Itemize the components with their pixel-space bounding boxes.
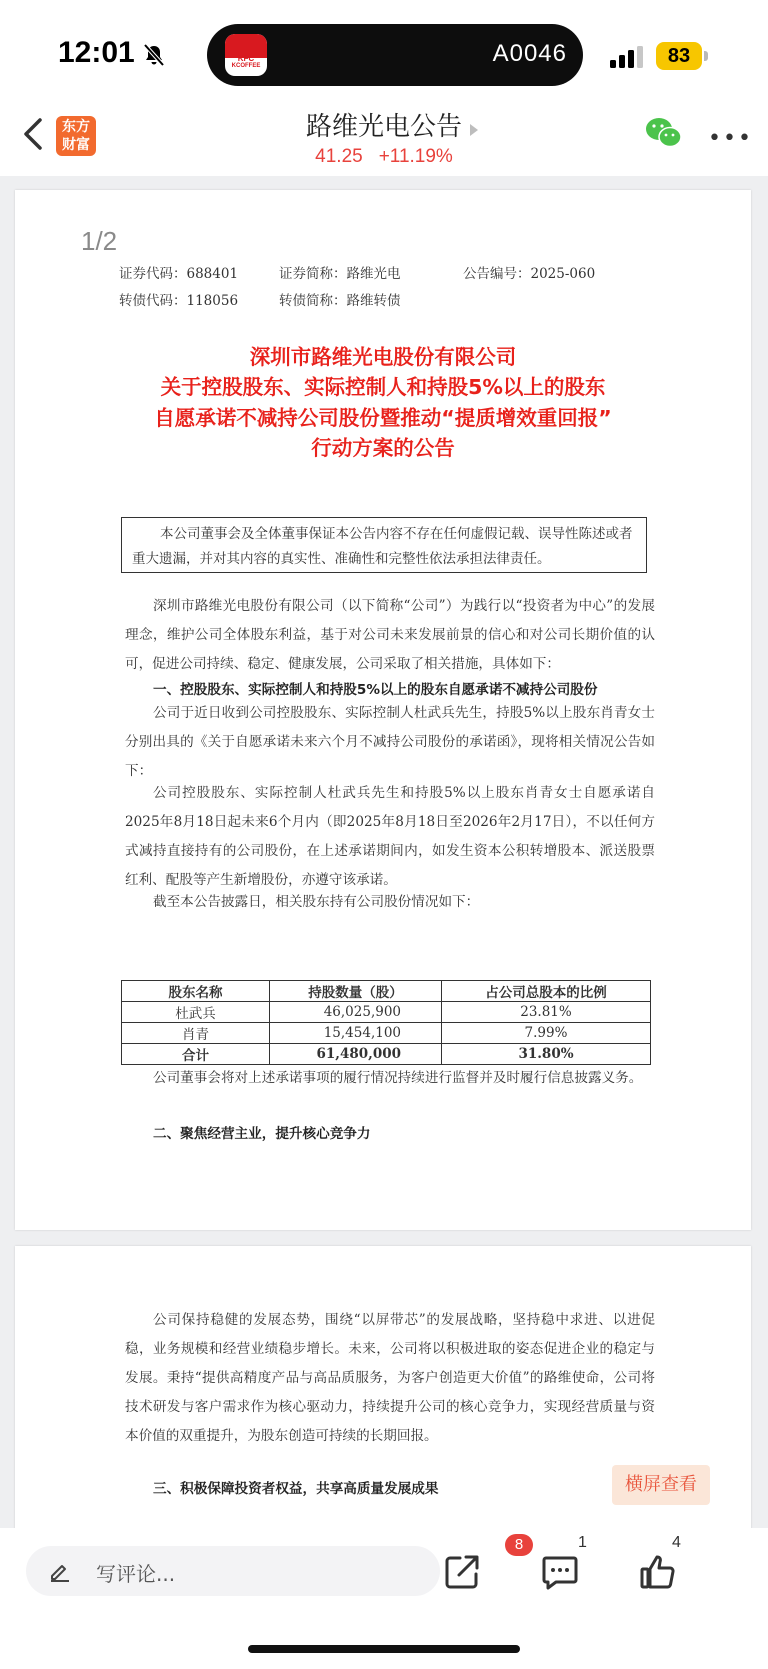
comment-placeholder: 写评论... xyxy=(96,1562,176,1586)
announcement-title-line-4: 行动方案的公告 xyxy=(311,436,455,460)
logo-line1: 东方 xyxy=(62,119,90,135)
pencil-icon xyxy=(48,1559,72,1583)
table-row xyxy=(122,1023,651,1044)
comment-count: 1 xyxy=(578,1534,587,1551)
table-cell: 46,025,900 xyxy=(270,1002,442,1023)
island-order-code: A0046 xyxy=(492,40,567,67)
kfc-logo-text: KFC xyxy=(237,54,255,63)
comment-input[interactable] xyxy=(26,1546,440,1596)
announcement-title-line-2: 关于控股股东、实际控制人和持股5%以上的股东 xyxy=(160,375,606,399)
security-short-name: 证券简称：路维光电 xyxy=(279,266,401,282)
document-page-1 xyxy=(15,190,751,1230)
chevron-right-icon[interactable] xyxy=(470,124,478,136)
table-cell: 合计 xyxy=(122,1044,270,1065)
table-cell: 7.99% xyxy=(442,1023,651,1044)
section-1-paragraph-1: 公司于近日收到公司控股股东、实际控制人杜武兵先生，持股5%以上股东肖青女士分别出具的《关于自愿承诺未来六个月不减持公司股份的承诺函》，现将相关情况公告如下： xyxy=(125,705,655,779)
battery-indicator: 83 xyxy=(656,42,702,70)
kcoffee-logo-text: KCOFFEE xyxy=(231,63,261,69)
home-indicator[interactable] xyxy=(248,1645,520,1653)
dynamic-island[interactable] xyxy=(207,24,583,86)
signal-icon xyxy=(610,46,644,68)
stock-price: 41.25 xyxy=(315,146,363,167)
table-row xyxy=(122,1002,651,1023)
section-3-heading: 三、积极保障投资者权益，共享高质量发展成果 xyxy=(153,1481,439,1497)
shareholding-table xyxy=(121,980,651,1065)
logo-line2: 财富 xyxy=(62,137,90,153)
comment-icon[interactable] xyxy=(540,1552,580,1592)
table-total-row xyxy=(122,1044,651,1065)
more-options-icon[interactable]: ••• xyxy=(708,126,753,151)
table-cell: 31.80% xyxy=(442,1044,651,1065)
kfc-app-icon xyxy=(225,34,267,76)
table-cell: 杜武兵 xyxy=(122,1002,270,1023)
table-cell: 61,480,000 xyxy=(270,1044,442,1065)
announcement-title-line-3: 自愿承诺不减持公司股份暨推动“提质增效重回报” xyxy=(154,406,612,430)
navigation-bar xyxy=(0,96,768,176)
table-cell: 15,454,100 xyxy=(270,1023,442,1044)
section-2-heading: 二、聚焦经营主业，提升核心竞争力 xyxy=(153,1126,371,1142)
wechat-share-icon[interactable] xyxy=(644,116,684,150)
landscape-view-button[interactable]: 横屏查看 xyxy=(612,1465,710,1505)
stock-change: +11.19% xyxy=(378,146,453,167)
bell-muted-icon xyxy=(142,44,166,66)
thumbs-up-icon[interactable] xyxy=(638,1552,678,1592)
share-icon[interactable] xyxy=(442,1552,482,1592)
page-title: 路维光电公告 xyxy=(305,112,462,142)
section-1-heading: 一、控股股东、实际控制人和持股5%以上的股东自愿承诺不减持公司股份 xyxy=(153,682,598,698)
section-1-paragraph-3: 截至本公告披露日，相关股东持有公司股份情况如下： xyxy=(153,894,480,910)
table-header-row xyxy=(122,981,651,1002)
table-cell: 23.81% xyxy=(442,1002,651,1023)
section-2-paragraph: 公司保持稳健的发展态势，围绕“以屏带芯”的发展战略，坚持稳中求进、以进促稳，业务规模和经营业绩稳步增长。未来，公司将以积极进取的姿态促进企业的稳定与发展。秉持“提供高精度产品与高品质服务，为客户创造更大价值”的路维使命，公司将技术研发与客户需求作为核心驱动力，持续提升公司的核心竞争力，实现经营质量与资本价值的双重提升，为股东创造可持续的长期回报。 xyxy=(125,1312,655,1444)
section-1-paragraph-4: 公司董事会将对上述承诺事项的履行情况持续进行监督并及时履行信息披露义务。 xyxy=(153,1070,643,1086)
column-header: 股东名称 xyxy=(122,981,270,1002)
security-code: 证券代码：688401 xyxy=(119,266,239,282)
page-indicator: 1/2 xyxy=(81,226,118,256)
intro-paragraph: 深圳市路维光电股份有限公司（以下简称“公司”）为践行以“投资者为中心”的发展理念，维护公司全体股东利益，基于对公司未来发展前景的信心和对公司长期价值的认可，促进公司持续、稳定、健康发展，公司采取了相关措施，具体如下： xyxy=(125,598,655,672)
bottom-action-bar xyxy=(0,1528,768,1669)
announcement-title-line-1: 深圳市路维光电股份有限公司 xyxy=(249,345,517,369)
announcement-number: 公告编号：2025-060 xyxy=(463,266,596,282)
battery-tip xyxy=(704,51,708,61)
like-count: 4 xyxy=(672,1534,681,1551)
bond-short-name: 转债简称：路维转债 xyxy=(279,293,401,309)
section-1-paragraph-2: 公司控股股东、实际控制人杜武兵先生和持股5%以上股东肖青女士自愿承诺自2025年8月18日起未来6个月内（即2025年8月18日至2026年2月17日），不以任何方式减持直接持有的公司股份，在上述承诺期间内，如发生资本公积转增股本、派送股票红利、配股等产生新增股份，亦遵守该承诺。 xyxy=(125,785,655,888)
status-bar xyxy=(0,0,768,96)
bond-code: 转债代码：118056 xyxy=(119,293,239,309)
column-header: 占公司总股本的比例 xyxy=(442,981,651,1002)
share-count-badge: 8 xyxy=(505,1534,533,1556)
column-header: 持股数量（股） xyxy=(270,981,442,1002)
clock: 12:01 xyxy=(58,36,135,69)
board-guarantee-notice: 本公司董事会及全体董事保证本公告内容不存在任何虚假记载、误导性陈述或者重大遗漏，并对其内容的真实性、准确性和完整性依法承担法律责任。 xyxy=(121,517,647,573)
table-cell: 肖青 xyxy=(122,1023,270,1044)
